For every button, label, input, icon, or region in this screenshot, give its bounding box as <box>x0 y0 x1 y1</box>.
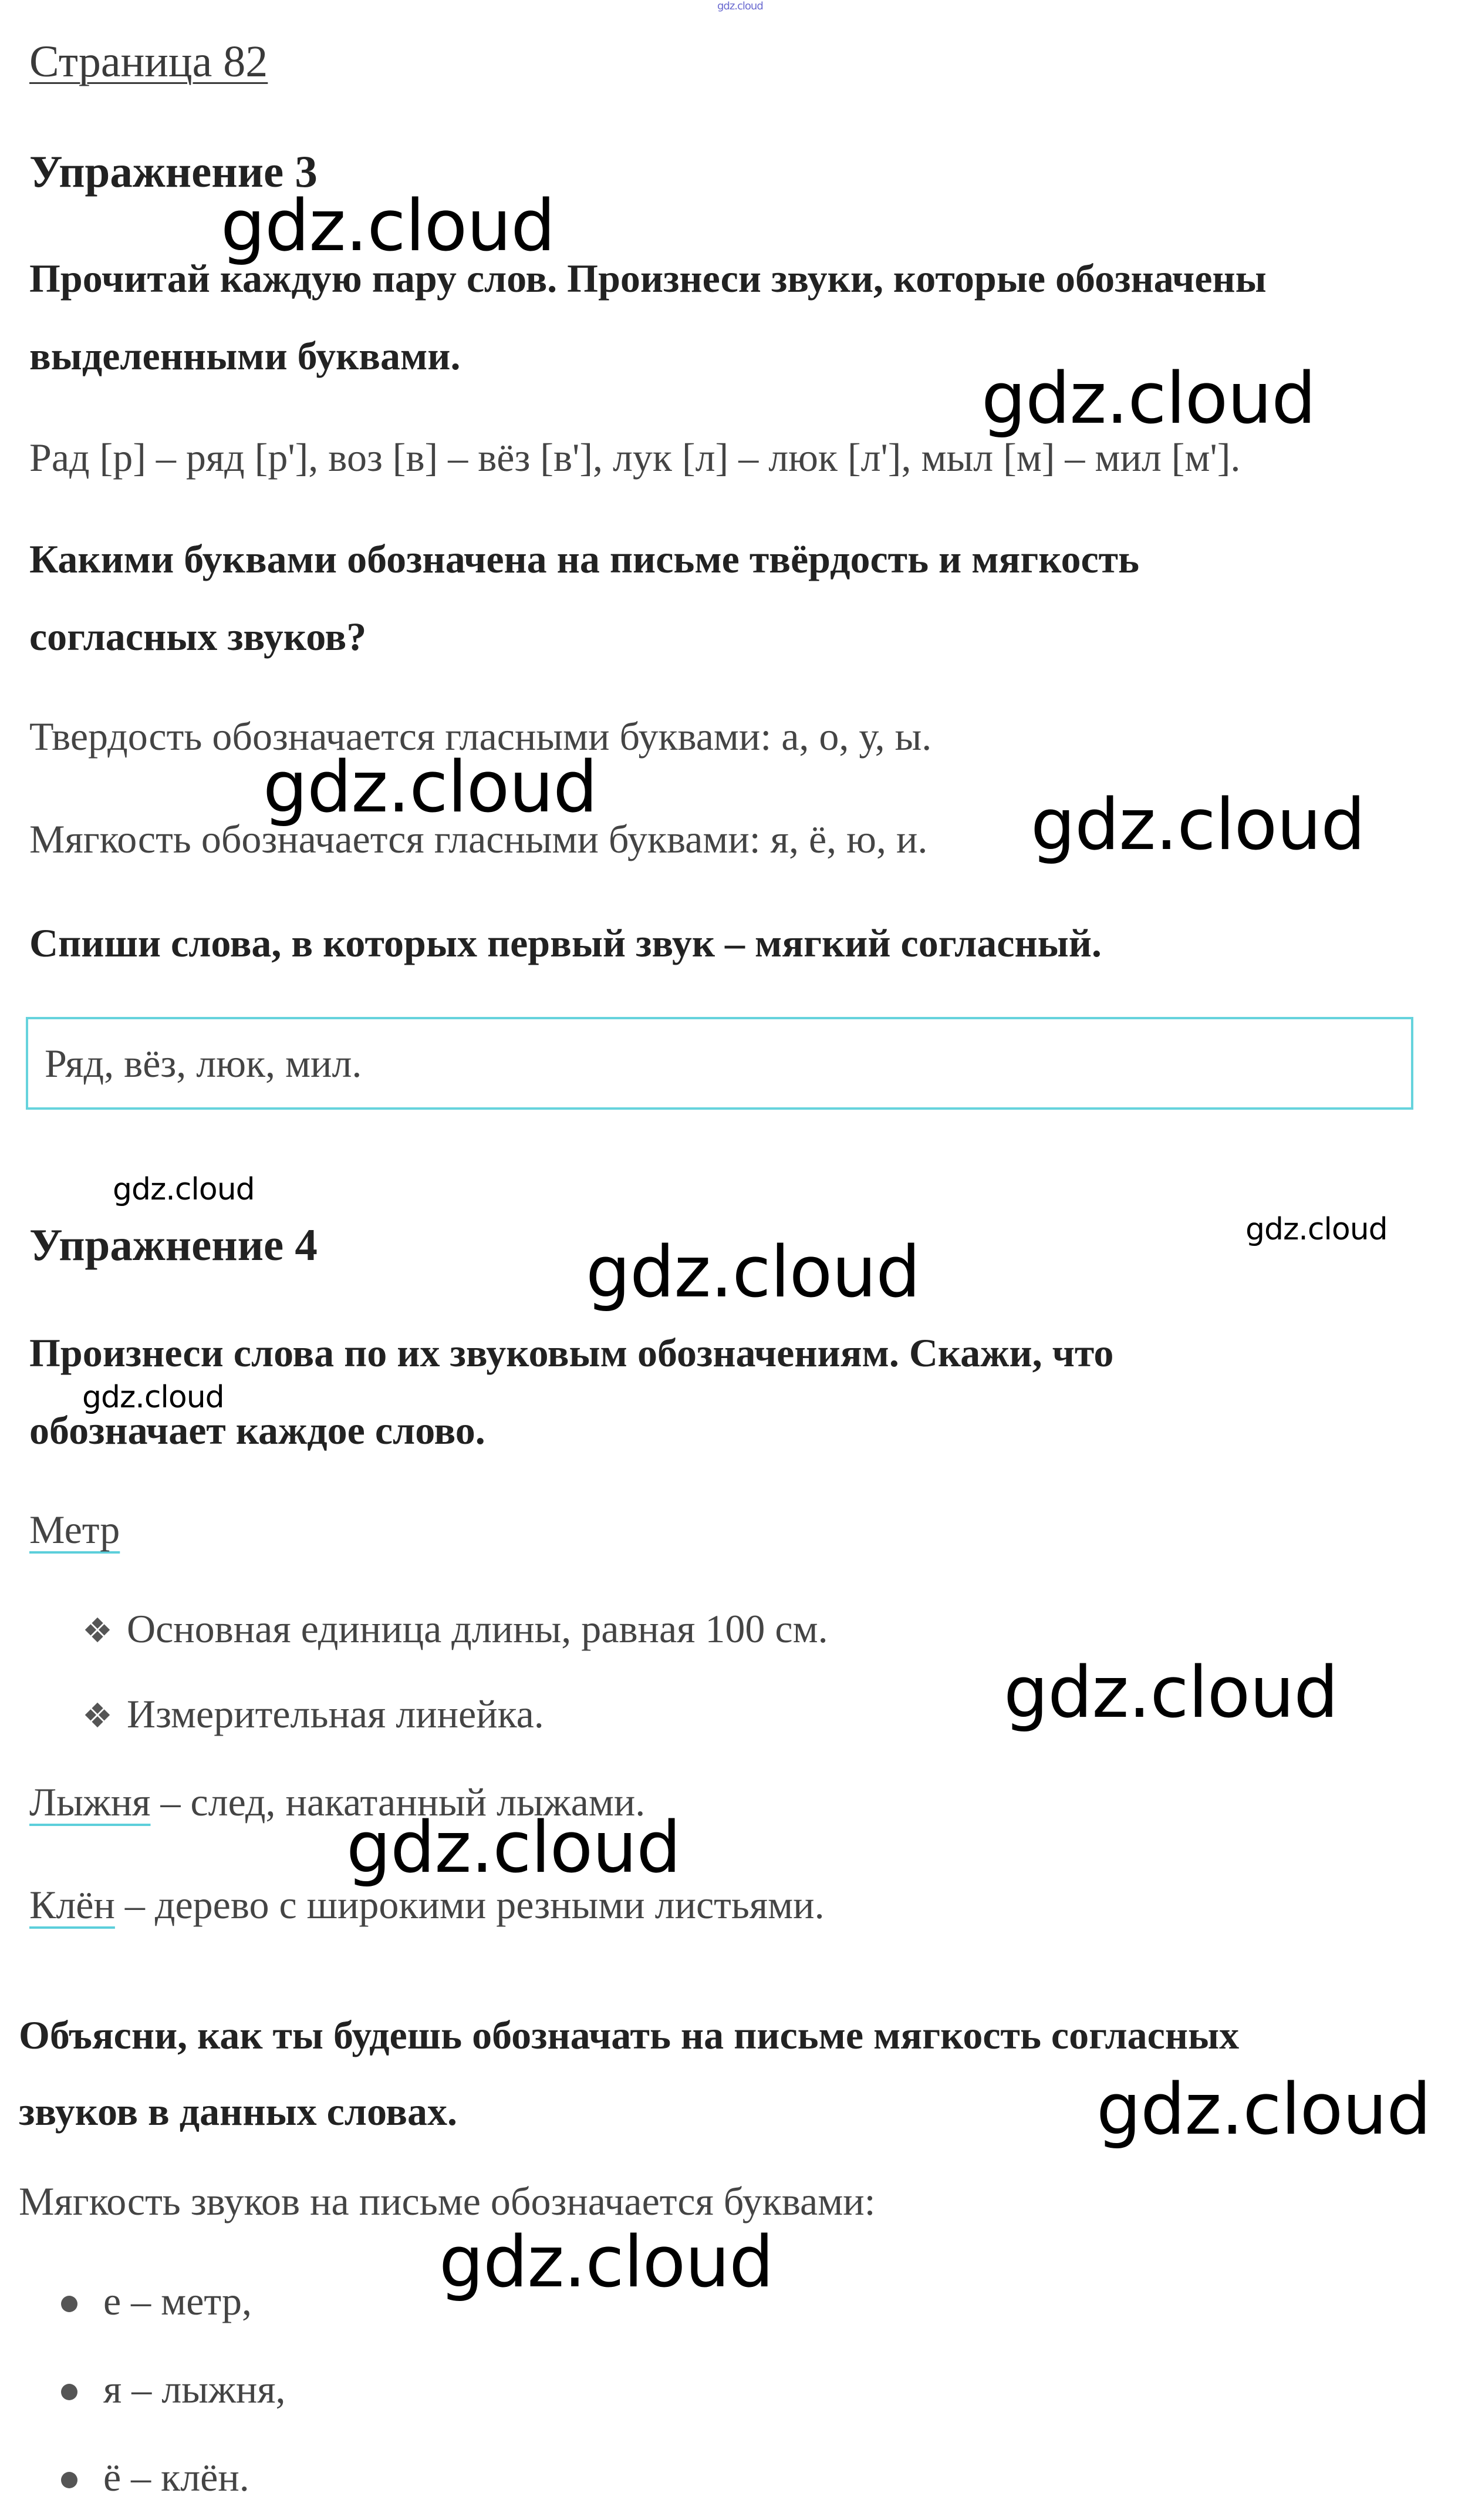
definition-text: – дерево с широкими резными листьями. <box>114 1882 825 1927</box>
page-link[interactable]: Страница 82 <box>29 37 268 86</box>
ex4-question-1-line-1: Произнеси слова по их звуковым обозначениям. Скажи, что <box>29 1330 1114 1375</box>
diamond-bullet-icon: ❖ <box>82 1611 113 1650</box>
list-item: я – лыжня, <box>103 2367 286 2411</box>
word-metr-link[interactable]: Метр <box>29 1507 120 1552</box>
exercise-4-heading: Упражнение 4 <box>29 1219 318 1270</box>
watermark: gdz.cloud <box>586 1232 920 1313</box>
watermark: gdz.cloud <box>263 747 598 828</box>
exercise-3-heading: Упражнение 3 <box>29 146 318 197</box>
meaning-item <box>82 1691 544 1737</box>
watermark: gdz.cloud <box>113 1172 255 1207</box>
ex4-answer-2: Мягкость звуков на письме обозначается буквами: <box>19 2179 876 2223</box>
ex3-answer-1: Рад [р] – ряд [р'], воз [в] – вёз [в'], лук [л] – люк [л'], мыл [м] – мил [м']. <box>29 435 1241 480</box>
ex4-question-1-line-2: обозначает каждое слово. <box>29 1408 485 1453</box>
meaning-text: Основная единица длины, равная 100 см. <box>127 1606 828 1651</box>
meaning-text: Измерительная линейка. <box>127 1692 544 1736</box>
watermark: gdz.cloud <box>1031 784 1365 866</box>
watermark: gdz.cloud <box>1004 1652 1338 1734</box>
definition-text: – след, накатанный лыжами. <box>150 1780 646 1824</box>
ex3-answer-2a: Твердость обозначается гласными буквами: а, о, у, ы. <box>29 714 932 759</box>
ex4-word-metr <box>29 1507 120 1553</box>
diamond-bullet-icon: ❖ <box>82 1696 113 1736</box>
bullet-dot-icon <box>61 2384 77 2400</box>
watermark: gdz.cloud <box>82 1380 224 1415</box>
bullet-dot-icon <box>61 2296 77 2312</box>
watermark: gdz.cloud <box>439 2222 774 2303</box>
ex3-question-1-line-2: выделенными буквами. <box>29 333 461 378</box>
watermark: gdz.cloud <box>1245 1212 1388 1247</box>
ex3-answer-2b: Мягкость обозначается гласными буквами: я, ё, ю, и. <box>29 817 928 861</box>
bullet-dot-icon <box>61 2472 77 2488</box>
watermark: gdz.cloud <box>981 358 1316 440</box>
ex3-question-1-line-1: Прочитай каждую пару слов. Произнеси звуки, которые обозначены <box>29 256 1267 301</box>
list-item: е – метр, <box>103 2279 252 2323</box>
watermark: gdz.cloud <box>717 0 763 12</box>
word-lyzhnya-link[interactable]: Лыжня <box>29 1780 151 1824</box>
ex3-question-2-line-1: Какими буквами обозначена на письме твёрдость и мягкость <box>29 537 1140 581</box>
ex3-answer-3: Ряд, вёз, люк, мил. <box>45 1041 362 1086</box>
ex4-question-2-line-1: Объясни, как ты будешь обозначать на письме мягкость согласных <box>19 2013 1240 2057</box>
ex3-question-3: Спиши слова, в которых первый звук – мягкий согласный. <box>29 921 1102 965</box>
meaning-item <box>82 1606 828 1652</box>
word-klyon-link[interactable]: Клён <box>29 1882 115 1927</box>
watermark: gdz.cloud <box>346 1807 681 1889</box>
ex4-question-2-line-2: звуков в данных словах. <box>19 2089 457 2134</box>
ex3-question-2-line-2: согласных звуков? <box>29 614 367 659</box>
list-item: ё – клён. <box>103 2455 249 2499</box>
watermark: gdz.cloud <box>221 186 555 267</box>
watermark: gdz.cloud <box>1096 2069 1431 2151</box>
ex3-answer-box <box>26 1017 1413 1110</box>
